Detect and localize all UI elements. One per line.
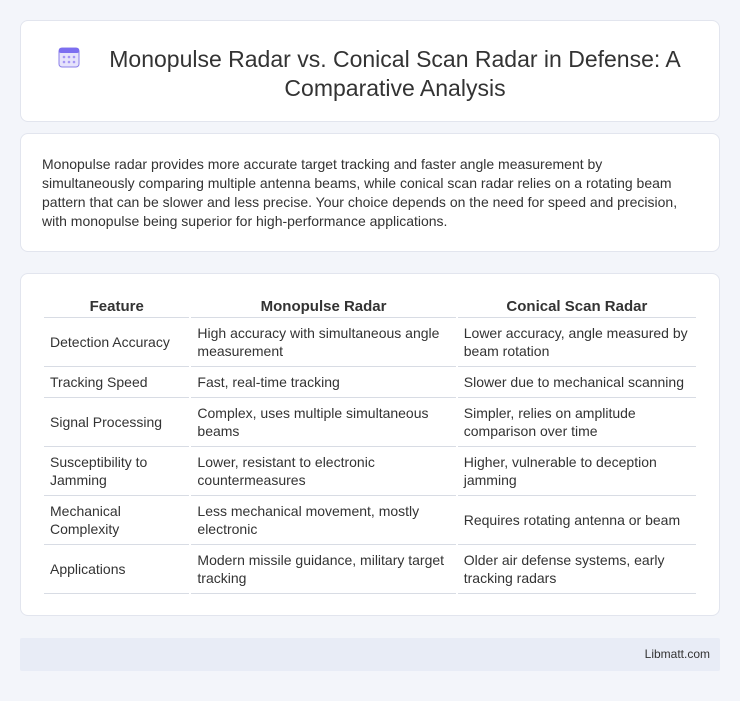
conical-scan-cell: Higher, vulnerable to deception jamming: [458, 447, 696, 496]
summary-text: Monopulse radar provides more accurate target tracking and faster angle measurement by simultaneously comparing multiple antenna beams, while conical scan radar relies on a rotating beam pattern that can be slower and less precise. Your choice depends on the need for speed and precision, with monopulse being superior for high-performance applications.: [42, 156, 678, 229]
table-row: [44, 398, 696, 447]
monopulse-cell: Less mechanical movement, mostly electronic: [191, 496, 455, 545]
page-title: [21, 45, 719, 103]
conical-scan-cell: Slower due to mechanical scanning: [458, 367, 696, 398]
feature-cell: Applications: [44, 545, 189, 594]
comparison-table-card: [20, 273, 720, 616]
page-title-line-2: Comparative Analysis: [284, 75, 506, 101]
feature-cell: Mechanical Complexity: [44, 496, 189, 545]
conical-scan-cell: Lower accuracy, angle measured by beam rotation: [458, 318, 696, 367]
table-row: [44, 367, 696, 398]
header-monopulse: Monopulse Radar: [191, 296, 455, 318]
monopulse-cell: Fast, real-time tracking: [191, 367, 455, 398]
monopulse-cell: Modern missile guidance, military target tracking: [191, 545, 455, 594]
monopulse-cell: Lower, resistant to electronic countermeasures: [191, 447, 455, 496]
table-row: [44, 318, 696, 367]
feature-cell: Susceptibility to Jamming: [44, 447, 189, 496]
conical-scan-cell: Older air defense systems, early tracking radars: [458, 545, 696, 594]
page-title-line-1: Monopulse Radar vs. Conical Scan Radar in Defense: A: [109, 46, 681, 72]
footer: [20, 638, 720, 671]
footer-site-link[interactable]: Libmatt.com: [644, 647, 710, 661]
comparison-table: [42, 296, 698, 594]
header-feature: Feature: [44, 296, 189, 318]
summary-card: [20, 133, 720, 252]
feature-cell: Detection Accuracy: [44, 318, 189, 367]
title-card: [20, 20, 720, 122]
conical-scan-cell: Simpler, relies on amplitude comparison over time: [458, 398, 696, 447]
table-row: [44, 496, 696, 545]
feature-cell: Tracking Speed: [44, 367, 189, 398]
conical-scan-cell: Requires rotating antenna or beam: [458, 496, 696, 545]
monopulse-cell: High accuracy with simultaneous angle measurement: [191, 318, 455, 367]
monopulse-cell: Complex, uses multiple simultaneous beams: [191, 398, 455, 447]
header-conical-scan: Conical Scan Radar: [458, 296, 696, 318]
table-header-row: [44, 296, 696, 318]
table-row: [44, 447, 696, 496]
table-row: [44, 545, 696, 594]
feature-cell: Signal Processing: [44, 398, 189, 447]
